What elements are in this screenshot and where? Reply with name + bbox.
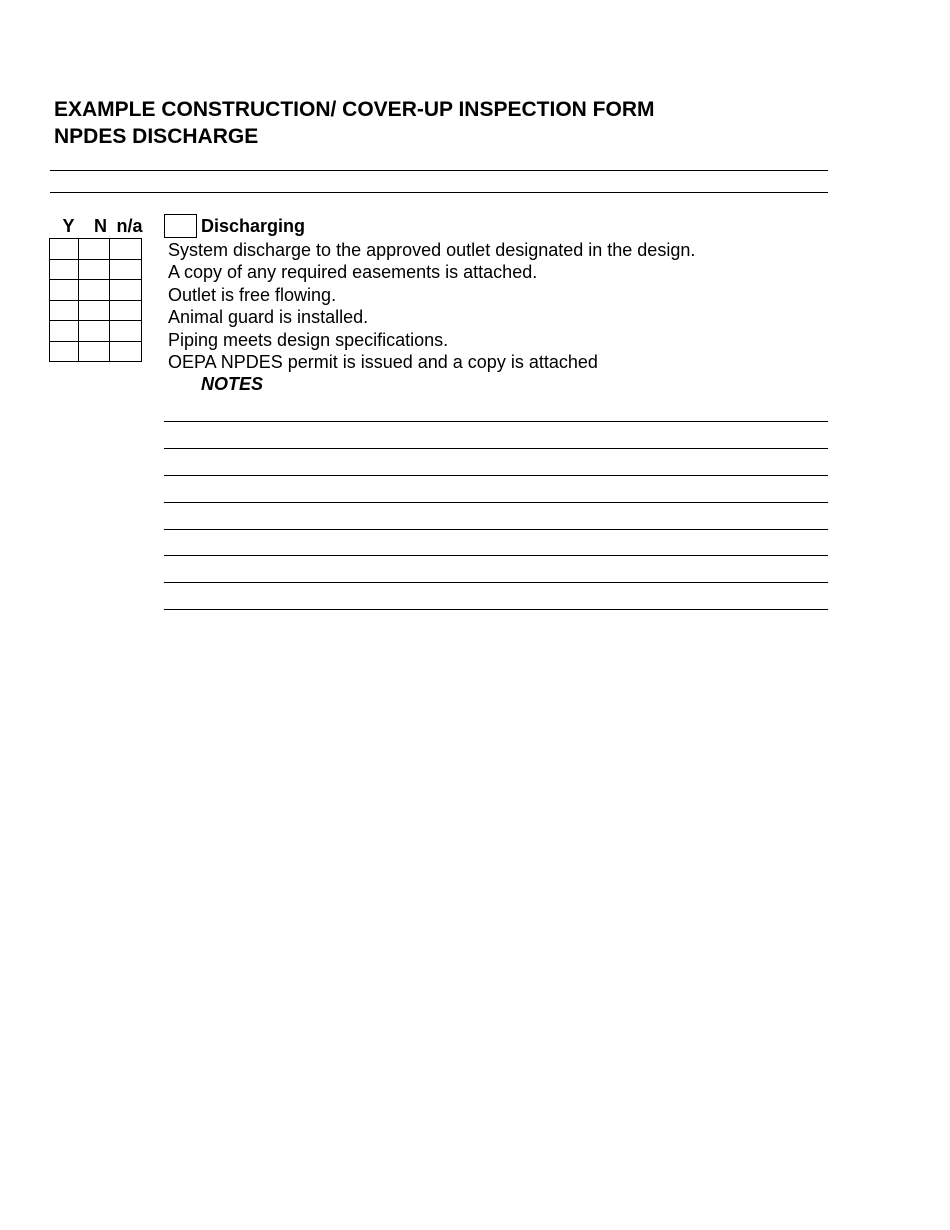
checkbox-row [50,280,142,301]
form-title [54,96,654,150]
checkbox-yes[interactable] [50,300,79,321]
checkbox-no[interactable] [79,259,110,280]
notes-line[interactable] [164,555,828,556]
checkbox-row [50,259,142,280]
notes-line[interactable] [164,502,828,503]
checkbox-no[interactable] [79,280,110,301]
header-rule-bottom [50,192,828,193]
checkbox-grid [49,238,142,362]
notes-line[interactable] [164,421,828,422]
checkbox-yes[interactable] [50,259,79,280]
notes-line[interactable] [164,529,828,530]
checkbox-no[interactable] [79,239,110,260]
checkbox-row [50,239,142,260]
checkbox-na[interactable] [110,259,142,280]
checklist-item: Animal guard is installed. [168,307,369,328]
column-header-yes: Y [62,216,75,236]
checkbox-no[interactable] [79,341,110,362]
checklist-item: A copy of any required easements is attached. [168,262,538,283]
notes-line[interactable] [164,582,828,583]
checkbox-no[interactable] [79,300,110,321]
checkbox-no[interactable] [79,321,110,342]
checkbox-na[interactable] [110,300,142,321]
checklist-item: Outlet is free flowing. [168,284,337,305]
column-header-no: N [94,216,107,236]
notes-line[interactable] [164,609,828,610]
checklist-item: Piping meets design specifications. [168,329,449,350]
checkbox-yes[interactable] [50,280,79,301]
checkbox-na[interactable] [110,341,142,362]
checkbox-yes[interactable] [50,321,79,342]
form-title-line-2: NPDES DISCHARGE [54,125,259,148]
notes-line[interactable] [164,475,828,476]
notes-label: NOTES [201,374,264,394]
form-title-line-1: EXAMPLE CONSTRUCTION/ COVER-UP INSPECTION FORM [54,98,655,121]
section-title: Discharging [201,216,306,236]
checkbox-row [50,321,142,342]
checkbox-yes[interactable] [50,239,79,260]
column-header-na: n/a [116,216,143,236]
section-checkbox[interactable] [164,214,197,238]
checkbox-na[interactable] [110,239,142,260]
checkbox-row [50,341,142,362]
checkbox-na[interactable] [110,280,142,301]
checkbox-row [50,300,142,321]
checklist-item: OEPA NPDES permit is issued and a copy is attached [168,352,598,373]
checkbox-na[interactable] [110,321,142,342]
checklist-items [168,239,695,373]
checklist-item: System discharge to the approved outlet designated in the design. [168,240,696,260]
header-rule-top [50,170,828,171]
checkbox-yes[interactable] [50,341,79,362]
notes-line[interactable] [164,448,828,449]
